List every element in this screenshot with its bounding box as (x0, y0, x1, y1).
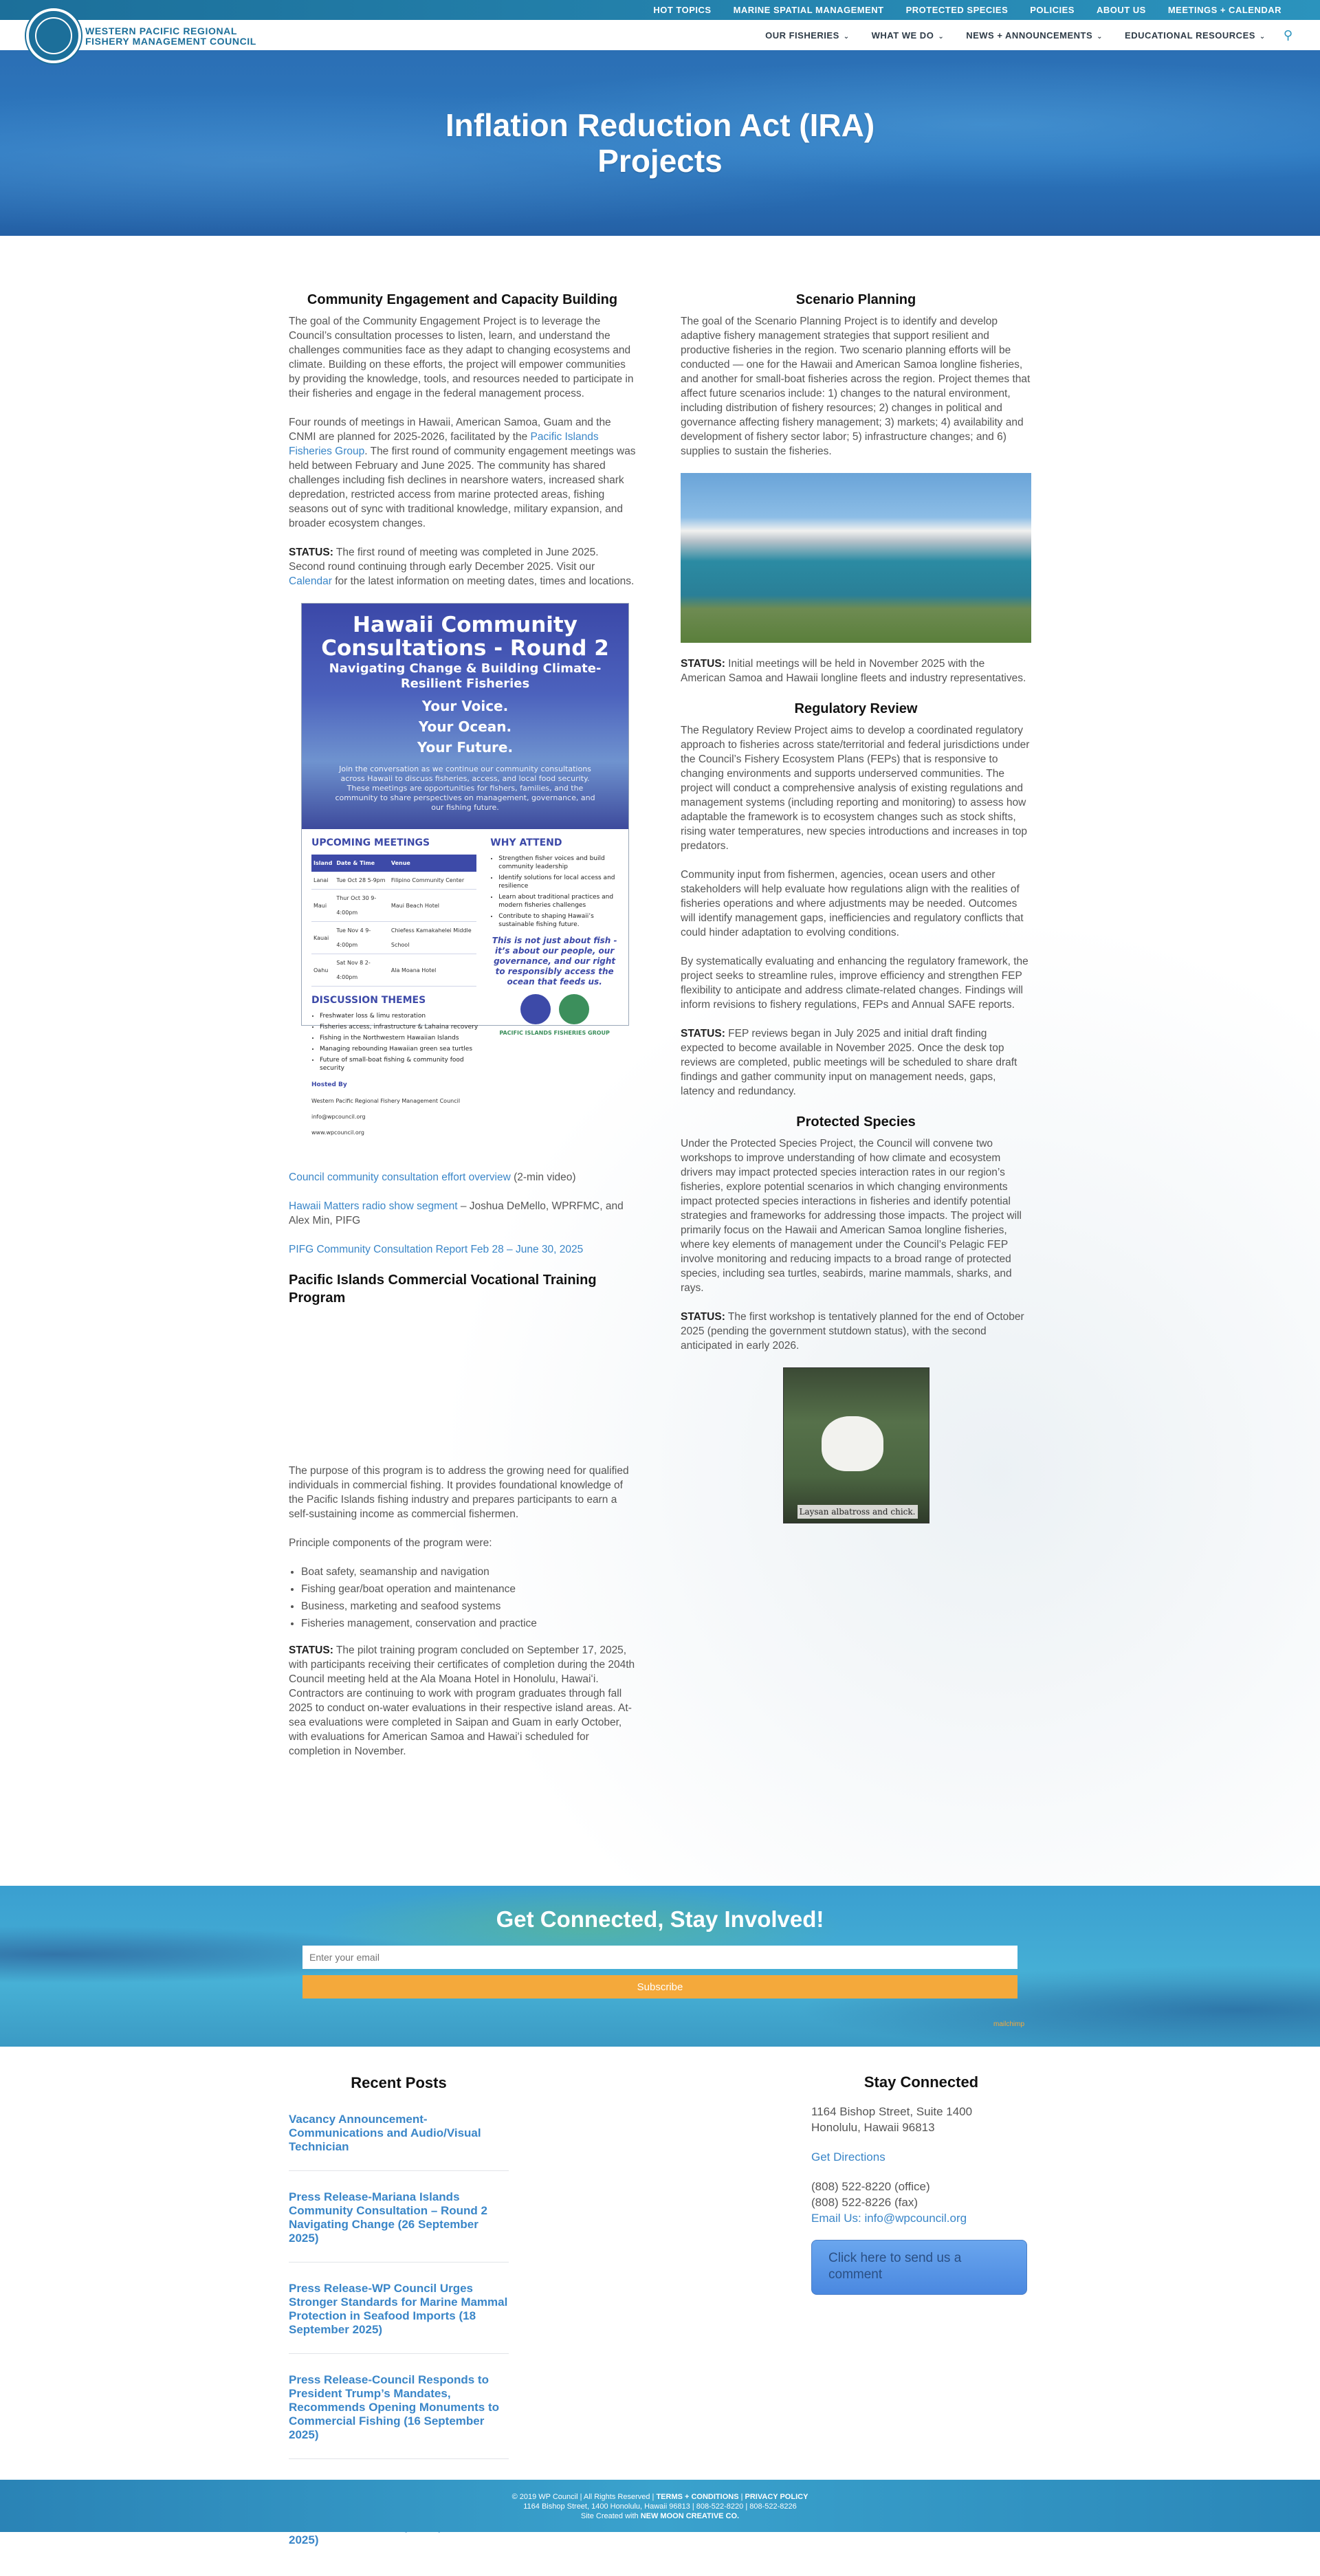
albatross-photo (783, 1367, 930, 1523)
logo-text[interactable] (85, 26, 256, 47)
search-icon[interactable]: ⚲ (1283, 27, 1292, 42)
scenario-planning-heading: Scenario Planning (795, 292, 916, 307)
pifg-report-link[interactable]: PIFG Community Consultation Report Feb 28 – June 30, 2025 (289, 1244, 584, 1255)
top-nav (642, 0, 1292, 20)
chevron-down-icon: ⌄ (1097, 32, 1103, 41)
top-nav-meetings-calendar[interactable]: MEETINGS + CALENDAR (1167, 5, 1282, 15)
top-nav-protected-species[interactable]: PROTECTED SPECIES (905, 5, 1009, 15)
top-nav-hot-topics[interactable]: HOT TOPICS (653, 5, 712, 15)
email-input[interactable] (302, 1946, 1018, 1969)
privacy-link[interactable]: PRIVACY POLICY (745, 2493, 808, 2501)
chevron-down-icon: ⌄ (843, 32, 850, 41)
protected-paragraph-1: Under the Protected Species Project, the Council will convene two workshops to improve understanding of how climate and ecosystem drivers may impact protected species interaction rates in our region’s fisheries, explore potential scenarios in which changing environments impact protected species interactions in fisheries and identify potential strategies and frameworks for addressing those impacts. The project will primarily focus on the Hawaii and American Samoa longline fisheries, where key elements of management under the Council’s Pelagic FEP involve monitoring and reducing impacts to a broad range of protected species, including sea turtles, seabirds, marine mammals, sharks, and rays. (681, 1138, 1022, 1294)
flyer-quote: This is not just about fish - it’s about our people, our governance, and our right to responsibly access the ocean that feeds us. (492, 936, 617, 987)
stay-connected-heading: Stay Connected (864, 2073, 979, 2091)
recent-post-link[interactable]: 2025) (289, 2533, 319, 2546)
top-nav-policies[interactable]: POLICIES (1030, 5, 1075, 15)
scenario-status: STATUS: Initial meetings will be held in November 2025 with the American Samoa and Hawaii longline fleets and industry representatives. (681, 658, 1026, 684)
right-column (681, 291, 1031, 1523)
vocational-status: STATUS: The pilot training program concluded on September 17, 2025, with participants receiving their certificates of completion during the 204th Council meeting held at the Ala Moana Hotel in Honolulu, Hawaiʻi. Contractors are continuing to work with program graduates through fall 2025 to conduct on-water evaluations in their respective island areas. At-sea evaluations were completed in Saipan and Guam in early October, with evaluations for American Samoa and Hawaiʻi scheduled for completion in November. (289, 1644, 635, 1757)
list-item: • Strengthen fisher voices and build community leadership (498, 855, 619, 871)
video-placeholder (289, 1312, 636, 1464)
community-paragraph-2: Four rounds of meetings in Hawaii, American Samoa, Guam and the CNMI are planned for 2025-2026, facilitated by the Pacific Islands Fisheries Group. The first round of community engagement meetings was held between February and June 2025. The community has shared challenges including fish declines in nearshore waters, increased shark depredation, restricted access from marine protected areas, fishing seasons out of sync with traditional knowledge, military expansion, and broader ecosystem changes. (289, 417, 636, 529)
list-item: • Freshwater loss & limu restoration (320, 1012, 482, 1020)
council-logo[interactable] (26, 8, 81, 63)
why-attend-heading: WHY ATTEND (490, 837, 562, 848)
top-bar (0, 0, 1320, 20)
directions-link[interactable]: Get Directions (811, 2150, 886, 2164)
link-line-2: Hawaii Matters radio show segment – Joshua DeMello, WPRFMC, and Alex Min, PIFG (289, 1200, 624, 1226)
top-nav-about-us[interactable]: ABOUT US (1096, 5, 1146, 15)
newsletter-section (0, 1886, 1320, 2047)
flyer-host-name: Western Pacific Regional Fishery Management Council (311, 1098, 461, 1104)
recent-post-link[interactable]: Press Release-WP Council Urges Stronger Standards for Marine Mammal Protection in Seafood Imports (18 September 2025) (289, 2275, 509, 2354)
list-item: • Future of small-boat fishing & community food security (320, 1056, 482, 1072)
list-item: • Learn about traditional practices and modern fisheries challenges (498, 893, 619, 910)
regulatory-status: STATUS: FEP reviews began in July 2025 and initial draft finding expected to become available in November 2025. Once the desk top reviews are completed, public meetings will be scheduled to share draft findings and gather community input on management needs, gaps, latency and redundancy. (681, 1028, 1018, 1097)
table-row: Kauai Tue Nov 4 9-4:00pm Chiefess Kamakahelei Middle School (311, 922, 476, 954)
top-nav-marine-spatial-management[interactable]: MARINE SPATIAL MANAGEMENT (733, 5, 884, 15)
calendar-link[interactable]: Calendar (289, 575, 332, 587)
flyer-website: www.wpcouncil.org (311, 1130, 364, 1136)
nav-news-announcements[interactable]: NEWS + ANNOUNCEMENTS ⌄ (966, 30, 1103, 41)
logo-emblem-icon (35, 17, 72, 54)
chevron-down-icon: ⌄ (938, 32, 945, 41)
list-item: • Fishing in the Northwestern Hawaiian Islands (320, 1034, 482, 1042)
components-list (301, 1565, 636, 1631)
flyer-title: Hawaii Community Consultations - Round 2 (321, 613, 609, 661)
upcoming-meetings-heading: UPCOMING MEETINGS (311, 837, 430, 848)
stay-connected (811, 2074, 1031, 2295)
flyer-pifg-label: PACIFIC ISLANDS FISHERIES GROUP (499, 1030, 610, 1036)
recent-posts-heading: Recent Posts (351, 2074, 447, 2091)
regulatory-paragraph-1: The Regulatory Review Project aims to develop a coordinated regulatory approach to fisheries across state/territorial and federal jurisdictions under the Council’s Fishery Ecosystem Plans (FEPs) that is responsive to changing environments and supports underserved communities. The project will conduct a comprehensive analysis of existing regulations and management systems (including reporting and monitoring) to assess how adaptable the framework is to ecosystem changes such as stock shifts, rising water temperatures, new species introductions and increases in top predators. (681, 725, 1030, 852)
list-item: • Managing rebounding Hawaiian green sea turtles (320, 1045, 482, 1053)
community-paragraph-1: The goal of the Community Engagement Project is to leverage the Council’s consultation processes to listen, learn, and understand the challenges communities face as they adapt to changing ecosystems and climate. Building on these efforts, the project will empower communities by providing the knowledge, tools, and resources needed to participate in their fisheries and engage in the federal management process. (289, 316, 634, 399)
scenario-paragraph-1: The goal of the Scenario Planning Project is to identify and develop adaptive fishery management strategies that support resilient and productive fisheries in the region. Two scenario planning efforts will be conducted — one for the Hawaii and American Samoa longline fisheries, and another for small-boat fisheries across the region. Project themes that affect future scenarios include: 1) changes to the natural environment, including distribution of fishery resources; 2) changes in political and governance affecting fishery management; 3) markets; 4) availability and development of fishery sector labor; 5) infrastructure changes; and 6) supplies to sustain the fisheries. (681, 316, 1031, 457)
terms-link[interactable]: TERMS + CONDITIONS (656, 2493, 739, 2501)
vocational-paragraph-2: Principle components of the program were: (289, 1537, 492, 1549)
list-item: • Fishing gear/boat operation and maintenance (301, 1582, 636, 1596)
flyer-left (311, 836, 482, 1140)
contact-numbers: (808) 522-8220 (office) (808) 522-8226 (fax) (811, 2180, 930, 2209)
vocational-paragraph-1: The purpose of this program is to address the growing need for qualified individuals in commercial fishing. It provides foundational knowledge of the Pacific Islands fishing industry and prepares participants to earn a self-sustaining income as commercial fishermen. (289, 1465, 629, 1520)
harbor-photo (681, 473, 1031, 643)
recent-post-link[interactable]: Press Release-Council Responds to President Trump’s Mandates, Recommends Opening Monuments to Commercial Fishing (16 September 2025) (289, 2366, 509, 2459)
logo-text-line2: FISHERY MANAGEMENT COUNCIL (85, 36, 256, 47)
themes-list (320, 1012, 482, 1072)
link-line-1: Council community consultation effort overview (2-min video) (289, 1171, 576, 1183)
list-item: • Business, marketing and seafood systems (301, 1599, 636, 1614)
list-item: • Identify solutions for local access and resilience (498, 874, 619, 890)
why-list (498, 855, 619, 929)
list-item: • Contribute to shaping Hawaii’s sustainable fishing future. (498, 912, 619, 929)
flyer-subtitle: Navigating Change & Building Climate-Resilient Fisheries (329, 661, 602, 691)
send-comment-button[interactable]: Click here to send us a comment (811, 2240, 1027, 2295)
flyer-slogan: Your Voice. Your Ocean. Your Future. (417, 698, 514, 756)
footer-address: 1164 Bishop Street, 1400 Honolulu, Hawaii 96813 | 808-522-8220 | 808-522-8226 (523, 2502, 797, 2511)
logo-text-line1: WESTERN PACIFIC REGIONAL (85, 25, 238, 36)
consultation-flyer (301, 603, 629, 1136)
address: 1164 Bishop Street, Suite 1400 Honolulu, Hawaii 96813 (811, 2105, 973, 2134)
recent-post-link[interactable]: Vacancy Announcement-Communications and Audio/Visual Technician (289, 2106, 509, 2171)
community-engagement-heading: Community Engagement and Capacity Building (307, 292, 618, 307)
newsletter-heading: Get Connected, Stay Involved! (496, 1906, 824, 1932)
recent-post-link[interactable]: Press Release-Mariana Islands Community Consultation – Round 2 Navigating Change (26 September 2025) (289, 2183, 509, 2263)
nav-our-fisheries[interactable]: OUR FISHERIES ⌄ (765, 30, 850, 41)
table-row: Lanai Tue Oct 28 5-9pm Filipino Community Center (311, 872, 476, 890)
flyer-details (302, 829, 628, 1147)
regulatory-paragraph-3: By systematically evaluating and enhancing the regulatory framework, the project seeks to streamline rules, improve efficiency and strengthen FEP flexibility to anticipate and address climate-related changes. Findings will inform revisions to fishery regulations, FEPs and Annual SAFE reports. (681, 956, 1028, 1011)
radio-segment-link[interactable]: Hawaii Matters radio show segment (289, 1200, 458, 1212)
link-line-3 (289, 1242, 636, 1257)
flyer-description: Join the conversation as we continue our community consultations across Hawaii to discuss fisheries, access, and local food security. These meetings are opportunities for fishers, families, and the community to share perspectives on management, governance, and our fishing future. (335, 764, 595, 812)
flyer-hosted-by: Hosted By (311, 1081, 347, 1088)
copyright-line: © 2019 WP Council | All Rights Reserved | TERMS + CONDITIONS | PRIVACY POLICY (512, 2493, 808, 2501)
discussion-themes-heading: DISCUSSION THEMES (311, 995, 426, 1006)
list-item: • Fisheries management, conservation and practice (301, 1616, 636, 1631)
subscribe-button[interactable]: Subscribe (302, 1975, 1018, 1999)
flyer-email: info@wpcouncil.org (311, 1114, 366, 1120)
email-link[interactable]: Email Us: info@wpcouncil.org (811, 2212, 967, 2225)
protected-species-heading: Protected Species (796, 1114, 916, 1130)
left-column (289, 291, 636, 1773)
protected-status: STATUS: The first workshop is tentatively planned for the end of October 2025 (pending the government stutdown status), with the second anticipated in early 2026. (681, 1311, 1024, 1352)
pifg-link[interactable]: Pacific Islands Fisheries Group (289, 431, 599, 457)
albatross-icon (822, 1416, 883, 1471)
list-item: • Fisheries access, infrastructure & Lahaina recovery (320, 1023, 482, 1031)
table-row: Oahu Sat Nov 8 2-4:00pm Ala Moana Hotel (311, 954, 476, 987)
nav-what-we-do[interactable]: WHAT WE DO ⌄ (871, 30, 945, 41)
main-nav (754, 20, 1292, 50)
flyer-header (302, 604, 628, 829)
site-credit: Site Created with NEW MOON CREATIVE CO. (580, 2512, 740, 2520)
hero-banner (0, 50, 1320, 236)
chevron-down-icon: ⌄ (1259, 32, 1266, 41)
flyer-right (482, 836, 619, 1140)
page-title: Inflation Reduction Act (IRA) Projects (445, 107, 875, 179)
regulatory-review-heading: Regulatory Review (794, 701, 918, 716)
photo-caption: Laysan albatross and chick. (798, 1505, 918, 1519)
community-status: STATUS: The first round of meeting was completed in June 2025. Second round continuing through early December 2025. Visit our Calendar for the latest information on meeting dates, times and locations. (289, 547, 635, 587)
footer-bar (0, 2480, 1320, 2532)
consultation-overview-link[interactable]: Council community consultation effort overview (289, 1171, 511, 1183)
regulatory-paragraph-2: Community input from fishermen, agencies, ocean users and other stakeholders will help evaluate how regulations align with the realities of fisheries operations and where adjustments may be needed. Outcomes will identify management gaps, inefficiencies and regulatory conflicts that could hinder adaptation to evolving conditions. (681, 869, 1024, 938)
flyer-seals (490, 994, 619, 1024)
mailchimp-badge: mailchimp (993, 2021, 1025, 2028)
pifg-logo-icon (559, 994, 589, 1024)
table-row: Maui Thur Oct 30 9-4:00pm Maui Beach Hotel (311, 890, 476, 922)
list-item: • Boat safety, seamanship and navigation (301, 1565, 636, 1579)
main-content (0, 236, 1320, 1886)
meetings-table: Island Date & Time Venue Lanai Tue Oct 28 5-9pm Filipino Community Center Maui Thur Oct 30 9-4:00pm Maui Beach Hotel Kauai Tue Nov 4 9-4:00pm Chiefess Kamakahelei Middle School Oahu Sat Nov 8 2-4:00pm Ala Moana Hotel (311, 855, 476, 987)
vocational-heading: Pacific Islands Commercial Vocational Training Program (289, 1273, 597, 1306)
council-seal-icon (520, 994, 551, 1024)
nav-educational-resources[interactable]: EDUCATIONAL RESOURCES ⌄ (1125, 30, 1266, 41)
creator-link[interactable]: NEW MOON CREATIVE CO. (640, 2512, 740, 2520)
